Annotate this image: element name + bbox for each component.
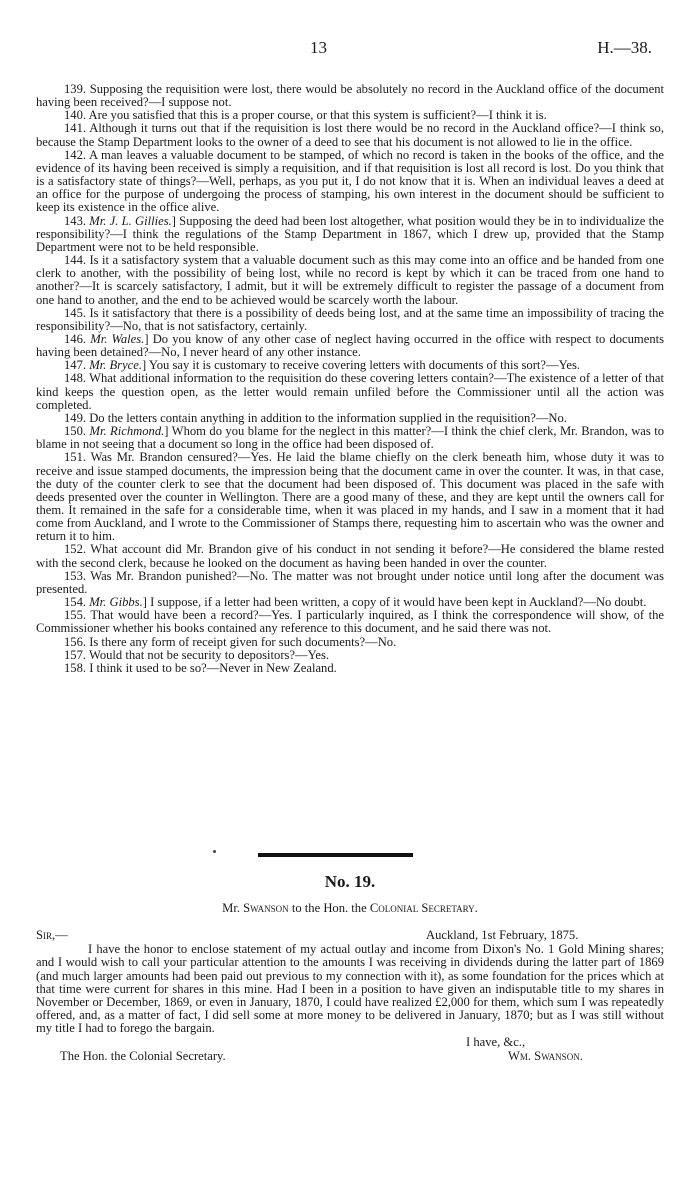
separator-dot [213, 850, 216, 853]
evidence-paragraph: 155. That would have been a record?—Yes. I particularly inquired, as I think the correspondence will show, of the Commissioner whether his books contained any reference to this document, and he said there was not. [36, 608, 664, 636]
letter-body: I have the honor to enclose statement of my actual outlay and income from Dixon's No. 1 Gold Mining shares; and I would wish to call your particular attention to the amounts I was receiving in dividends during the latter part of 1869 (and much larger amounts had been paid out previous to my connection with it), as some foundation for the prices which at that time were current for shares in this mine. Had I been in a position to have given an indisputable title to my shares in November or December, 1869, or even in January, 1870, I could have realized £2,000 for them, which sum I was repeatedly offered, and, as a matter of fact, I did sell some at more money to be delivered in January, 1870; but as I was still without my title I had to forego the bargain. [36, 942, 664, 1036]
evidence-paragraph: 145. Is it satisfactory that there is a possibility of deeds being lost, and at the same time an impossibility of tracing the responsibility?—No, that is not satisfactory, certainly. [36, 305, 664, 333]
salutation-line [36, 929, 664, 943]
evidence-paragraph: 149. Do the letters contain anything in addition to the information supplied in the requisition?—No. [64, 410, 567, 425]
evidence-paragraph: 150. Mr. Richmond.] Whom do you blame for the neglect in this matter?—I think the chief clerk, Mr. Brandon, was to blame in not seeing that a document so long in the office had been disposed of. [36, 424, 665, 452]
page-header [0, 38, 700, 64]
document-reference: H.—38. [597, 38, 652, 57]
letter-subtitle [36, 902, 664, 915]
evidence-paragraph: 139. Supposing the requisition were lost, there would be absolutely no record in the Auckland office of the document having been received?—I suppose not. [36, 82, 664, 110]
evidence-paragraph: 144. Is it a satisfactory system that a valuable document such as this may come into an office and be handed from one clerk to another, with the possibility of being lost, while no record is kept by which it can be traced from one hand to another?—It is scarcely satisfactory, I admit, but it will be extremely difficult to register the passage of a document from one hand to another, and the end to be achieved would be scarcely worth the labour. [36, 253, 664, 307]
evidence-paragraph: 148. What additional information to the requisition do these covering letters contain?—The existence of a letter of that kind keeps the question open, as the letter would remain unfiled before the Commissioner until all the action was completed. [36, 371, 664, 412]
evidence-paragraph: 151. Was Mr. Brandon censured?—Yes. He laid the blame chiefly on the clerk beneath him, whose duty it was to receive and issue stamped documents, the impression being that the document came in over the counter. It was, in that case, the duty of the counter clerk to see that the document had been disposed of. This document was placed in the safe with deeds presented over the counter in Wellington. There are a good many of these, and they are kept until the owners call for them. It remained in the safe for a considerable time, when it was placed in my hands, and I saw in a moment that it had come from Auckland, and I wrote to the Commissioner of Stamps there, requesting him to ascertain who was the owner and return it to him. [36, 450, 664, 544]
evidence-paragraph: 156. Is there any form of receipt given for such documents?—No. [64, 634, 397, 649]
letter-section [36, 872, 664, 1064]
evidence-paragraph: 141. Although it turns out that if the requisition is lost there would be no record in the Auckland office?—I think so, because the Stamp Department looks to the owner of a deed to see that his document is not allowed to lie in the office. [36, 121, 664, 149]
subtitle-prefix: Mr. [222, 901, 244, 916]
evidence-transcript [36, 83, 664, 675]
subtitle-to: Colonial Secretary. [369, 901, 478, 916]
evidence-paragraph: 143. Mr. J. L. Gillies.] Supposing the deed had been lost altogether, what position would they be in to individualize the responsibility?—I think the regulations of the Stamp Department in 1867, which I drew up, provided that the Stamp Department were not to be held responsible. [36, 213, 665, 254]
evidence-paragraph: 142. A man leaves a valuable document to be stamped, of which no record is taken in the books of the office, and the evidence of its having been received is simply a requisition, and if that requisition is lost all record is lost. Do you think that is a satisfactory state of things?—Well, perhaps, as you put it, I do not know that it is. When an individual leaves a deed at an office for the purpose of undergoing the process of stamping, his own interest in the document should be sufficient to keep its existence in the office alive. [36, 147, 664, 215]
speaker-name: Mr. J. L. Gillies. [89, 213, 172, 228]
evidence-paragraph: 158. I think it used to be so?—Never in New Zealand. [64, 660, 337, 675]
evidence-paragraph: 147. Mr. Bryce.] You say it is customary to receive covering letters with documents of this sort?—Yes. [64, 358, 581, 373]
subtitle-from: Swanson [243, 901, 289, 916]
letter-signoff [36, 1036, 664, 1064]
letter-date: Auckland, 1st February, 1875. [426, 928, 579, 943]
evidence-paragraph: 154. Mr. Gibbs.] I suppose, if a letter had been written, a copy of it would have been kept in Auckland?—No doubt. [64, 595, 647, 610]
speaker-name: Mr. Wales. [90, 331, 145, 346]
letter-recipient: The Hon. the Colonial Secretary. [60, 1049, 226, 1064]
speaker-name: Mr. Gibbs. [89, 595, 143, 610]
evidence-paragraph: 157. Would that not be security to depositors?—Yes. [64, 647, 330, 662]
section-divider [258, 853, 413, 857]
letter-signature: Wm. Swanson. [508, 1049, 583, 1064]
letter-number: No. 19. [324, 872, 376, 891]
evidence-paragraph: 153. Was Mr. Brandon punished?—No. The matter was not brought under notice until long after the document was presented. [36, 568, 664, 596]
evidence-paragraph: 140. Are you satisfied that this is a proper course, or that this system is sufficient?—I think it is. [64, 108, 547, 123]
evidence-paragraph: 146. Mr. Wales.] Do you know of any other case of neglect having occurred in the office with respect to documents having been detained?—No, I never heard of any other instance. [36, 331, 665, 360]
speaker-name: Mr. Richmond. [89, 424, 165, 439]
speaker-name: Mr. Bryce. [89, 358, 142, 373]
evidence-paragraph: 152. What account did Mr. Brandon give of his conduct in not sending it before?—He considered the blame rested with the second clerk, because he looked on the document as having been handed in over the counter. [36, 542, 664, 570]
letter-closing: I have, &c., [466, 1035, 526, 1050]
subtitle-mid: to the Hon. the [288, 901, 370, 916]
salutation: Sir,— [36, 928, 68, 943]
page-number: 13 [310, 38, 327, 57]
